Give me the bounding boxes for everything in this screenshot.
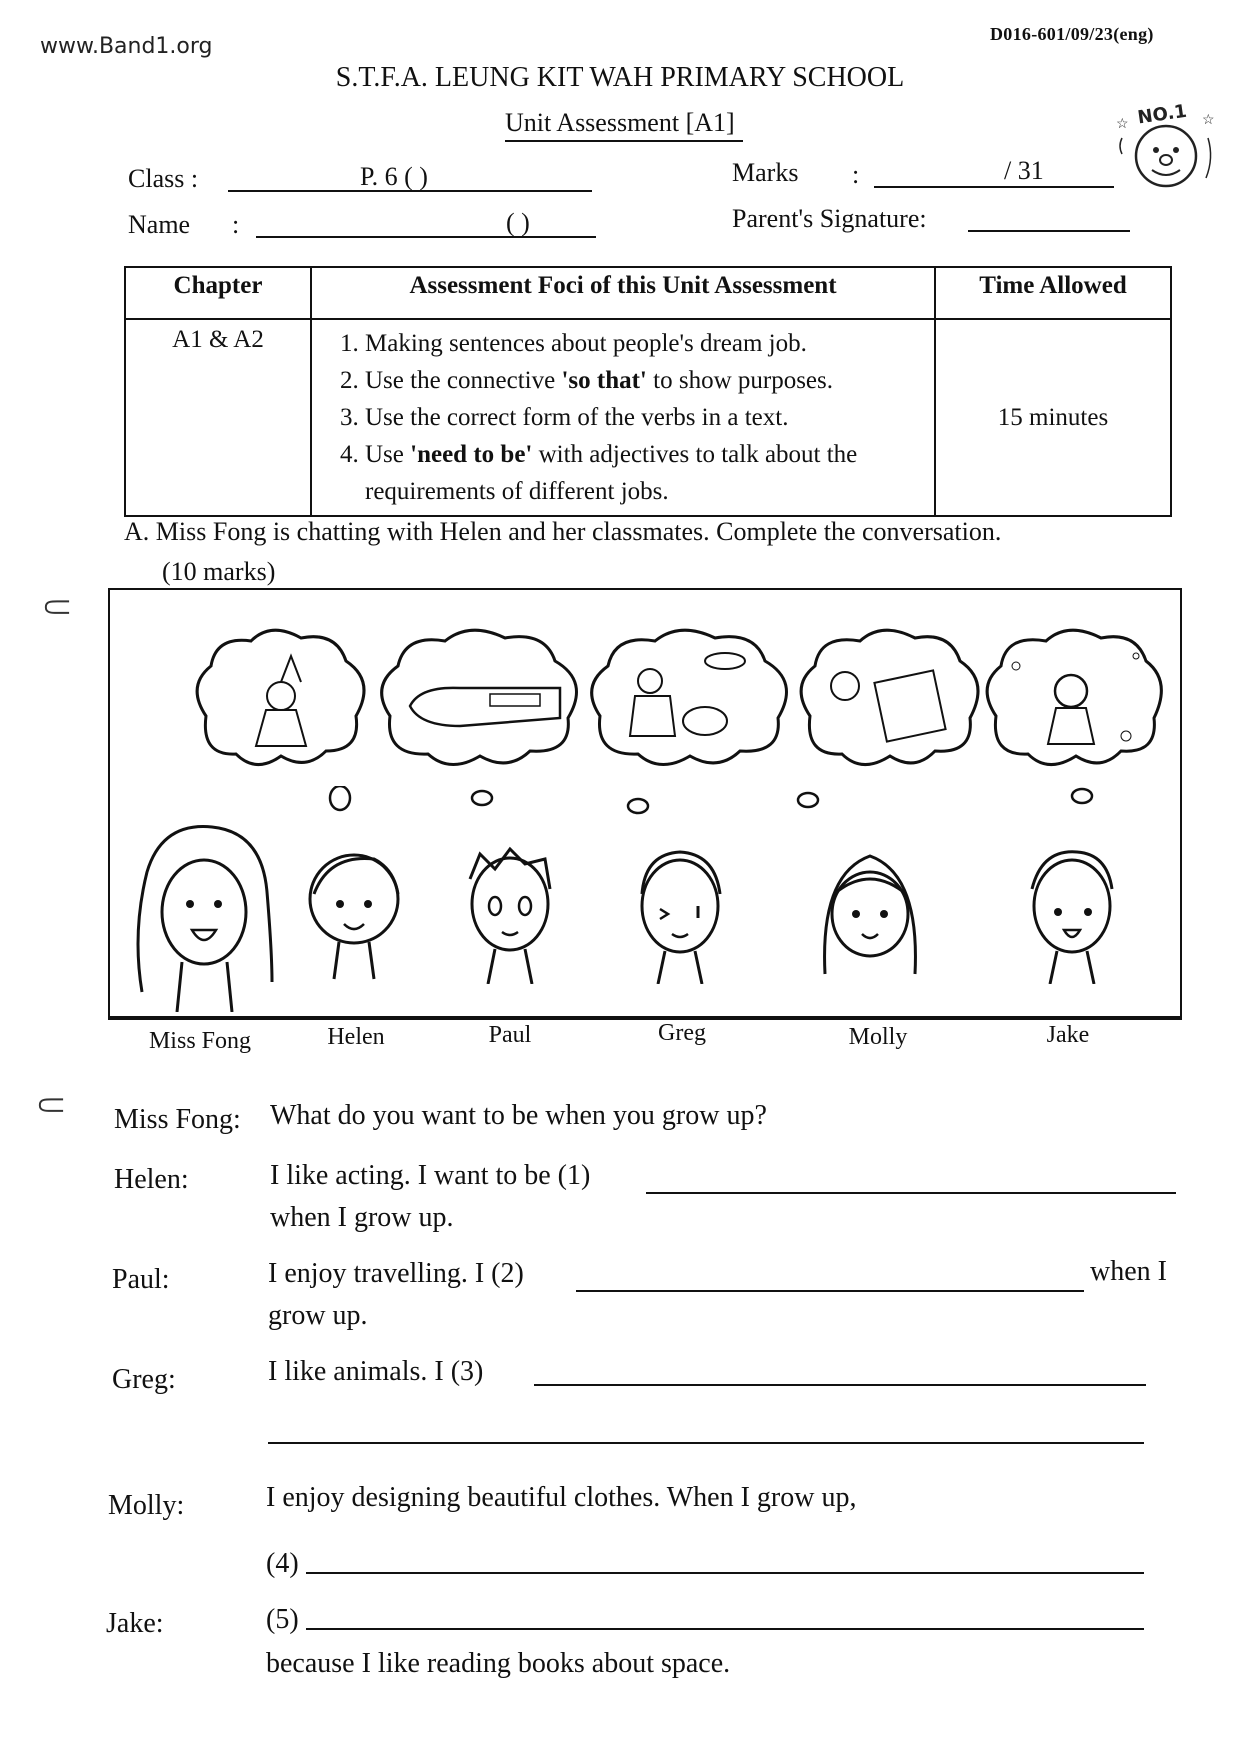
signature-label: Parent's Signature: (732, 204, 927, 233)
signature-field[interactable] (968, 230, 1130, 232)
character-name: Paul (488, 1022, 532, 1048)
section-marks: (10 marks) (162, 557, 276, 586)
character-name: Molly (848, 1024, 908, 1050)
helen-avatar (294, 834, 414, 984)
website-watermark: www.Band1.org (40, 34, 213, 59)
answer-blank-3[interactable] (534, 1384, 1146, 1386)
character-name: Miss Fong (148, 1028, 252, 1054)
focus-item: 3. Use the correct form of the verbs in a text. (365, 399, 933, 436)
thought-bubble-icon (470, 788, 500, 812)
speaker-helen: Helen: (114, 1164, 189, 1195)
actress-dream-cloud-icon (186, 626, 376, 776)
assessment-foci-table (124, 266, 1172, 517)
character-name: Jake (1046, 1022, 1090, 1048)
section-a-instruction (124, 512, 1184, 592)
foci-cell (311, 319, 935, 516)
answer-blank-5[interactable] (306, 1628, 1144, 1630)
svg-text:NO.1: NO.1 (1136, 100, 1189, 129)
chapter-cell: A1 & A2 (125, 319, 311, 516)
class-value: P. 6 ( ) (360, 162, 428, 191)
paul-line-cont: grow up. (268, 1300, 368, 1331)
pen-mark-icon: ⸦ (30, 1081, 73, 1130)
name-label: Name (128, 210, 191, 239)
speaker-paul: Paul: (112, 1264, 170, 1295)
speaker-jake: Jake: (106, 1608, 164, 1639)
answer-number-5: (5) (266, 1604, 299, 1635)
focus-item: 4. Use 'need to be' with adjectives to talk about the requirements of different jobs. (365, 436, 933, 510)
header-foci: Assessment Foci of this Unit Assessment (311, 267, 935, 319)
jake-line-cont: because I like reading books about space. (266, 1648, 731, 1679)
foci-list (313, 325, 933, 510)
vet-dream-cloud-icon (580, 626, 800, 776)
speaker-miss-fong: Miss Fong: (114, 1104, 241, 1135)
jake-avatar (1012, 834, 1132, 984)
svg-text:☆: ☆ (1116, 117, 1129, 132)
paul-line-after: when I (1090, 1256, 1167, 1287)
header-time: Time Allowed (935, 267, 1171, 319)
speaker-molly: Molly: (108, 1490, 185, 1521)
name-field[interactable] (256, 236, 596, 238)
greg-line: I like animals. I (3) (268, 1356, 484, 1387)
answer-blank-4[interactable] (306, 1572, 1144, 1574)
thought-bubble-icon (626, 796, 656, 820)
molly-line: I enjoy designing beautiful clothes. When I grow up, (266, 1482, 857, 1513)
svg-text:☆: ☆ (1202, 113, 1215, 128)
class-label: Class : (128, 164, 199, 193)
paul-avatar (450, 834, 570, 984)
thought-bubble-icon (1070, 786, 1100, 810)
speaker-greg: Greg: (112, 1364, 176, 1395)
name-colon: : (232, 210, 240, 239)
focus-item: 1. Making sentences about people's dream job. (365, 325, 933, 362)
helen-line: I like acting. I want to be (1) (270, 1160, 591, 1191)
answer-blank-3-line-2[interactable] (268, 1442, 1144, 1444)
pen-mark-icon: ⸦ (36, 583, 79, 632)
assessment-title: Unit Assessment [A1] (505, 108, 743, 142)
thought-bubble-icon (328, 786, 358, 816)
header-chapter: Chapter (125, 267, 311, 319)
pilot-dream-cloud-icon (370, 626, 590, 776)
marks-colon: : (852, 160, 860, 189)
marks-total: / 31 (1004, 156, 1044, 185)
focus-item: 2. Use the connective 'so that' to show purposes. (365, 362, 933, 399)
school-name: S.T.F.A. LEUNG KIT WAH PRIMARY SCHOOL (335, 62, 905, 93)
answer-blank-1[interactable] (646, 1192, 1176, 1194)
helen-line-cont: when I grow up. (270, 1202, 454, 1233)
thought-bubble-icon (796, 790, 826, 814)
no1-stamp-icon (1108, 98, 1218, 198)
time-cell: 15 minutes (935, 319, 1171, 516)
molly-avatar (810, 834, 930, 984)
answer-number-4: (4) (266, 1548, 299, 1579)
document-code: D016-601/09/23(eng) (990, 24, 1154, 44)
name-class-number: ( ) (506, 208, 530, 237)
paul-line: I enjoy travelling. I (2) (268, 1258, 524, 1289)
table-header-row (125, 267, 1171, 319)
marks-label: Marks (732, 158, 799, 187)
illustration-box (108, 588, 1182, 1054)
table-row (125, 319, 1171, 516)
marks-field[interactable] (874, 186, 1114, 188)
designer-dream-cloud-icon (790, 626, 990, 776)
character-name: Greg (658, 1020, 706, 1046)
character-name: Helen (327, 1024, 385, 1050)
answer-blank-2[interactable] (576, 1290, 1084, 1292)
miss-fong-line: What do you want to be when you grow up? (270, 1100, 767, 1131)
astronaut-dream-cloud-icon (976, 626, 1172, 776)
greg-avatar (620, 834, 740, 984)
instruction-text: A. Miss Fong is chatting with Helen and her classmates. Complete the conversation. (124, 517, 1002, 546)
miss-fong-avatar (122, 812, 282, 1012)
